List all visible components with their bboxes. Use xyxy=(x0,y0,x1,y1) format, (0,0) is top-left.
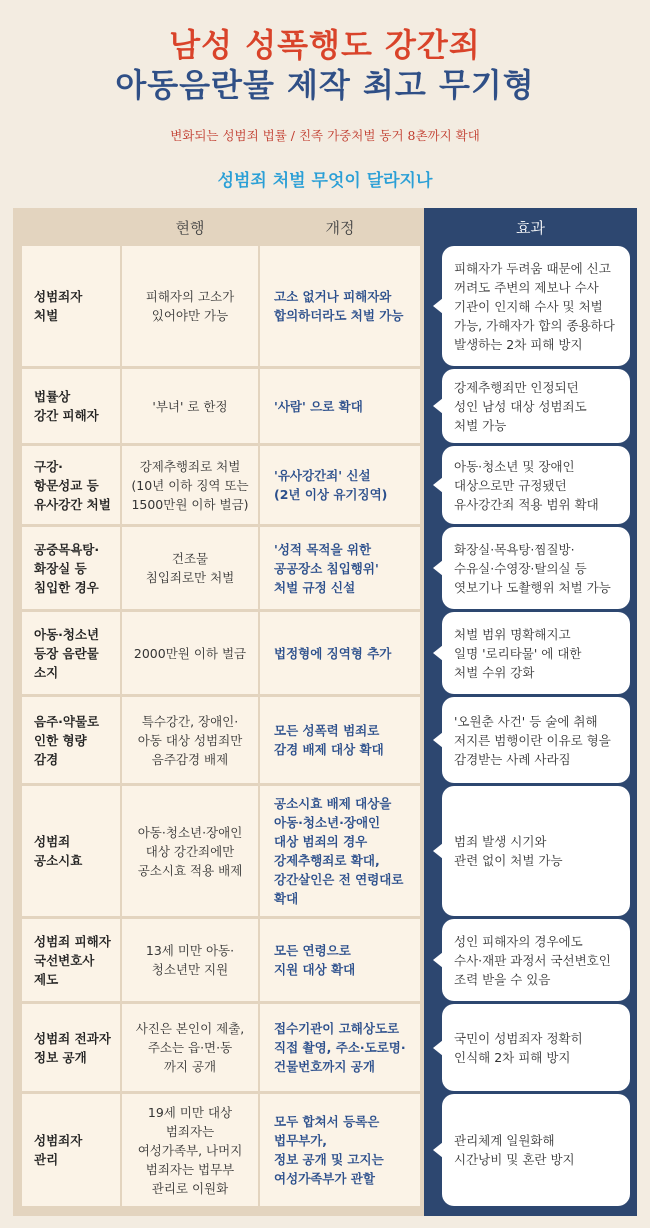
row-topic xyxy=(22,246,120,366)
row-revised-law-text: '성적 목적을 위한 공공장소 침입행위' 처벌 규정 신설 xyxy=(274,541,379,595)
row-topic-text: 법률상 강간 피해자 xyxy=(34,389,99,423)
main-title-line1: 남성 성폭행도 강간죄 xyxy=(169,26,481,64)
row-current-law xyxy=(122,612,258,694)
row-current-law-text: 강제추행죄로 처벌 (10년 이하 징역 또는 1500만원 이하 벌금) xyxy=(131,458,249,512)
column-header-current: 현행 xyxy=(175,219,205,237)
row-revised-law xyxy=(260,697,420,783)
row-effect-bubble xyxy=(442,1094,630,1206)
row-current-law-text: 피해자의 고소가 있어야만 가능 xyxy=(145,289,235,323)
row-effect-bubble xyxy=(442,369,630,443)
row-current-law xyxy=(122,919,258,1001)
row-current-law-text: 특수강간, 장애인· 아동 대상 성범죄만 음주감경 배제 xyxy=(137,713,243,767)
row-current-law-text: 19세 미만 대상 범죄자는 여성가족부, 나머지 범죄자는 법무부 관리로 이원화 xyxy=(137,1104,243,1196)
row-current-law-text: 13세 미만 아동· 청소년만 지원 xyxy=(145,943,235,977)
row-current-law xyxy=(122,697,258,783)
row-current-law-text: '부녀' 로 한정 xyxy=(152,398,228,414)
row-revised-law-text: '유사강간죄' 신설 (2년 이상 유기징역) xyxy=(274,468,388,502)
row-revised-law xyxy=(260,1004,420,1091)
row-effect-bubble xyxy=(442,612,630,694)
row-revised-law xyxy=(260,527,420,609)
row-effect-bubble xyxy=(442,919,630,1001)
row-revised-law xyxy=(260,369,420,443)
row-revised-law-text: 공소시효 배제 대상을 아동·청소년·장애인 대상 범죄의 경우 강제추행죄로 확대, 강간살인은 전 연령대로 확대 xyxy=(274,796,404,906)
row-topic xyxy=(22,1004,120,1091)
row-revised-law-text: 모두 합쳐서 등록은 법무부가, 정보 공개 및 고지는 여성가족부가 관할 xyxy=(274,1114,384,1186)
row-revised-law xyxy=(260,246,420,366)
row-topic-text: 성범죄자 관리 xyxy=(34,1133,83,1167)
table-row xyxy=(0,369,650,443)
row-topic xyxy=(22,919,120,1001)
column-header-effect: 효과 xyxy=(516,219,545,237)
row-current-law xyxy=(122,369,258,443)
row-effect-bubble xyxy=(442,1004,630,1091)
row-topic xyxy=(22,369,120,443)
row-topic-text: 음주·약물로 인한 형량 감경 xyxy=(34,713,100,767)
row-revised-law xyxy=(260,446,420,524)
row-current-law-text: 2000만원 이하 벌금 xyxy=(133,645,247,661)
row-effect-bubble-text: 성인 피해자의 경우에도 수사·재판 과정서 국선변호인 조력 받을 수 있음 xyxy=(454,933,611,987)
section-heading: 성범죄 처벌 무엇이 달라지나 xyxy=(217,171,433,191)
subtitle: 변화되는 성범죄 법률 / 친족 가중처벌 동거 8촌까지 확대 xyxy=(170,128,480,143)
row-topic xyxy=(22,446,120,524)
row-current-law xyxy=(122,1004,258,1091)
row-topic-text: 성범죄자 처벌 xyxy=(34,289,83,323)
row-effect-bubble-text: 피해자가 두려움 때문에 신고 꺼려도 주변의 제보나 수사 기관이 인지해 수사 및 처벌 가능, 가해자가 합의 종용하다 발생하는 2차 피해 방지 xyxy=(454,260,615,352)
table-row xyxy=(0,527,650,609)
row-topic xyxy=(22,612,120,694)
table-row xyxy=(0,1094,650,1206)
row-effect-bubble-text: 국민이 성범죄자 정확히 인식해 2차 피해 방지 xyxy=(454,1030,583,1065)
row-topic-text: 구강· 항문성교 등 유사강간 처벌 xyxy=(34,458,111,512)
row-topic xyxy=(22,527,120,609)
table-row xyxy=(0,786,650,916)
table-row xyxy=(0,246,650,366)
row-current-law-text: 사진은 본인이 제출, 주소는 읍·면·동 까지 공개 xyxy=(135,1021,245,1074)
row-topic-text: 성범죄 공소시효 xyxy=(34,834,83,868)
row-effect-bubble xyxy=(442,697,630,783)
row-current-law-text: 건조물 침입죄로만 처벌 xyxy=(145,551,235,585)
row-revised-law-text: 모든 성폭력 범죄로 감경 배제 대상 확대 xyxy=(274,723,384,757)
table-row xyxy=(0,697,650,783)
row-topic xyxy=(22,1094,120,1206)
row-effect-bubble-text: 처벌 범위 명확해지고 일명 '로리타물' 에 대한 처벌 수위 강화 xyxy=(454,626,582,680)
row-current-law xyxy=(122,527,258,609)
row-topic-text: 성범죄 전과자 정보 공개 xyxy=(34,1030,111,1065)
row-current-law xyxy=(122,1094,258,1206)
row-revised-law xyxy=(260,612,420,694)
row-effect-bubble xyxy=(442,446,630,524)
row-current-law xyxy=(122,446,258,524)
row-effect-bubble-text: '오원춘 사건' 등 술에 취해 저지른 범행이란 이유로 형을 감경받는 사례 사라짐 xyxy=(454,713,611,767)
row-topic-text: 성범죄 피해자 국선변호사 제도 xyxy=(34,933,111,987)
row-topic-text: 공중목욕탕· 화장실 등 침입한 경우 xyxy=(34,541,100,595)
row-revised-law-text: 고소 없거나 피해자와 합의하더라도 처벌 가능 xyxy=(274,289,404,323)
table-row xyxy=(0,1004,650,1091)
main-title-line2: 아동음란물 제작 최고 무기형 xyxy=(115,66,535,104)
row-topic xyxy=(22,786,120,916)
row-effect-bubble-text: 화장실·목욕탕·찜질방· 수유실·수영장·탈의실 등 엿보기나 도촬행위 처벌 가능 xyxy=(454,541,611,595)
table-row xyxy=(0,612,650,694)
row-effect-bubble-text: 관리체계 일원화해 시간낭비 및 혼란 방지 xyxy=(454,1133,575,1167)
row-effect-bubble-text: 범죄 발생 시기와 관련 없이 처벌 가능 xyxy=(454,834,563,868)
row-effect-bubble-text: 아동·청소년 및 장애인 대상으로만 규정됐던 유사강간죄 적용 범위 확대 xyxy=(454,458,599,512)
row-effect-bubble xyxy=(442,786,630,916)
table-row xyxy=(0,919,650,1001)
table-row xyxy=(0,446,650,524)
row-revised-law-text: '사람' 으로 확대 xyxy=(274,398,363,414)
row-revised-law-text: 모든 연령으로 지원 대상 확대 xyxy=(274,943,356,977)
row-revised-law-text: 접수기관이 고해상도로 직접 촬영, 주소·도로명· 건물번호까지 공개 xyxy=(274,1021,406,1074)
row-current-law-text: 아동·청소년·장애인 대상 강간죄에만 공소시효 적용 배제 xyxy=(137,824,243,878)
row-revised-law xyxy=(260,786,420,916)
row-revised-law xyxy=(260,1094,420,1206)
row-current-law xyxy=(122,246,258,366)
row-effect-bubble xyxy=(442,246,630,366)
row-current-law xyxy=(122,786,258,916)
column-header-revised: 개정 xyxy=(325,219,355,237)
row-revised-law-text: 법정형에 징역형 추가 xyxy=(274,645,392,661)
row-effect-bubble xyxy=(442,527,630,609)
row-topic-text: 아동·청소년 등장 음란물 소지 xyxy=(34,626,100,680)
row-effect-bubble-text: 강제추행죄만 인정되던 성인 남성 대상 성범죄도 처벌 가능 xyxy=(454,379,587,433)
row-revised-law xyxy=(260,919,420,1001)
row-topic xyxy=(22,697,120,783)
